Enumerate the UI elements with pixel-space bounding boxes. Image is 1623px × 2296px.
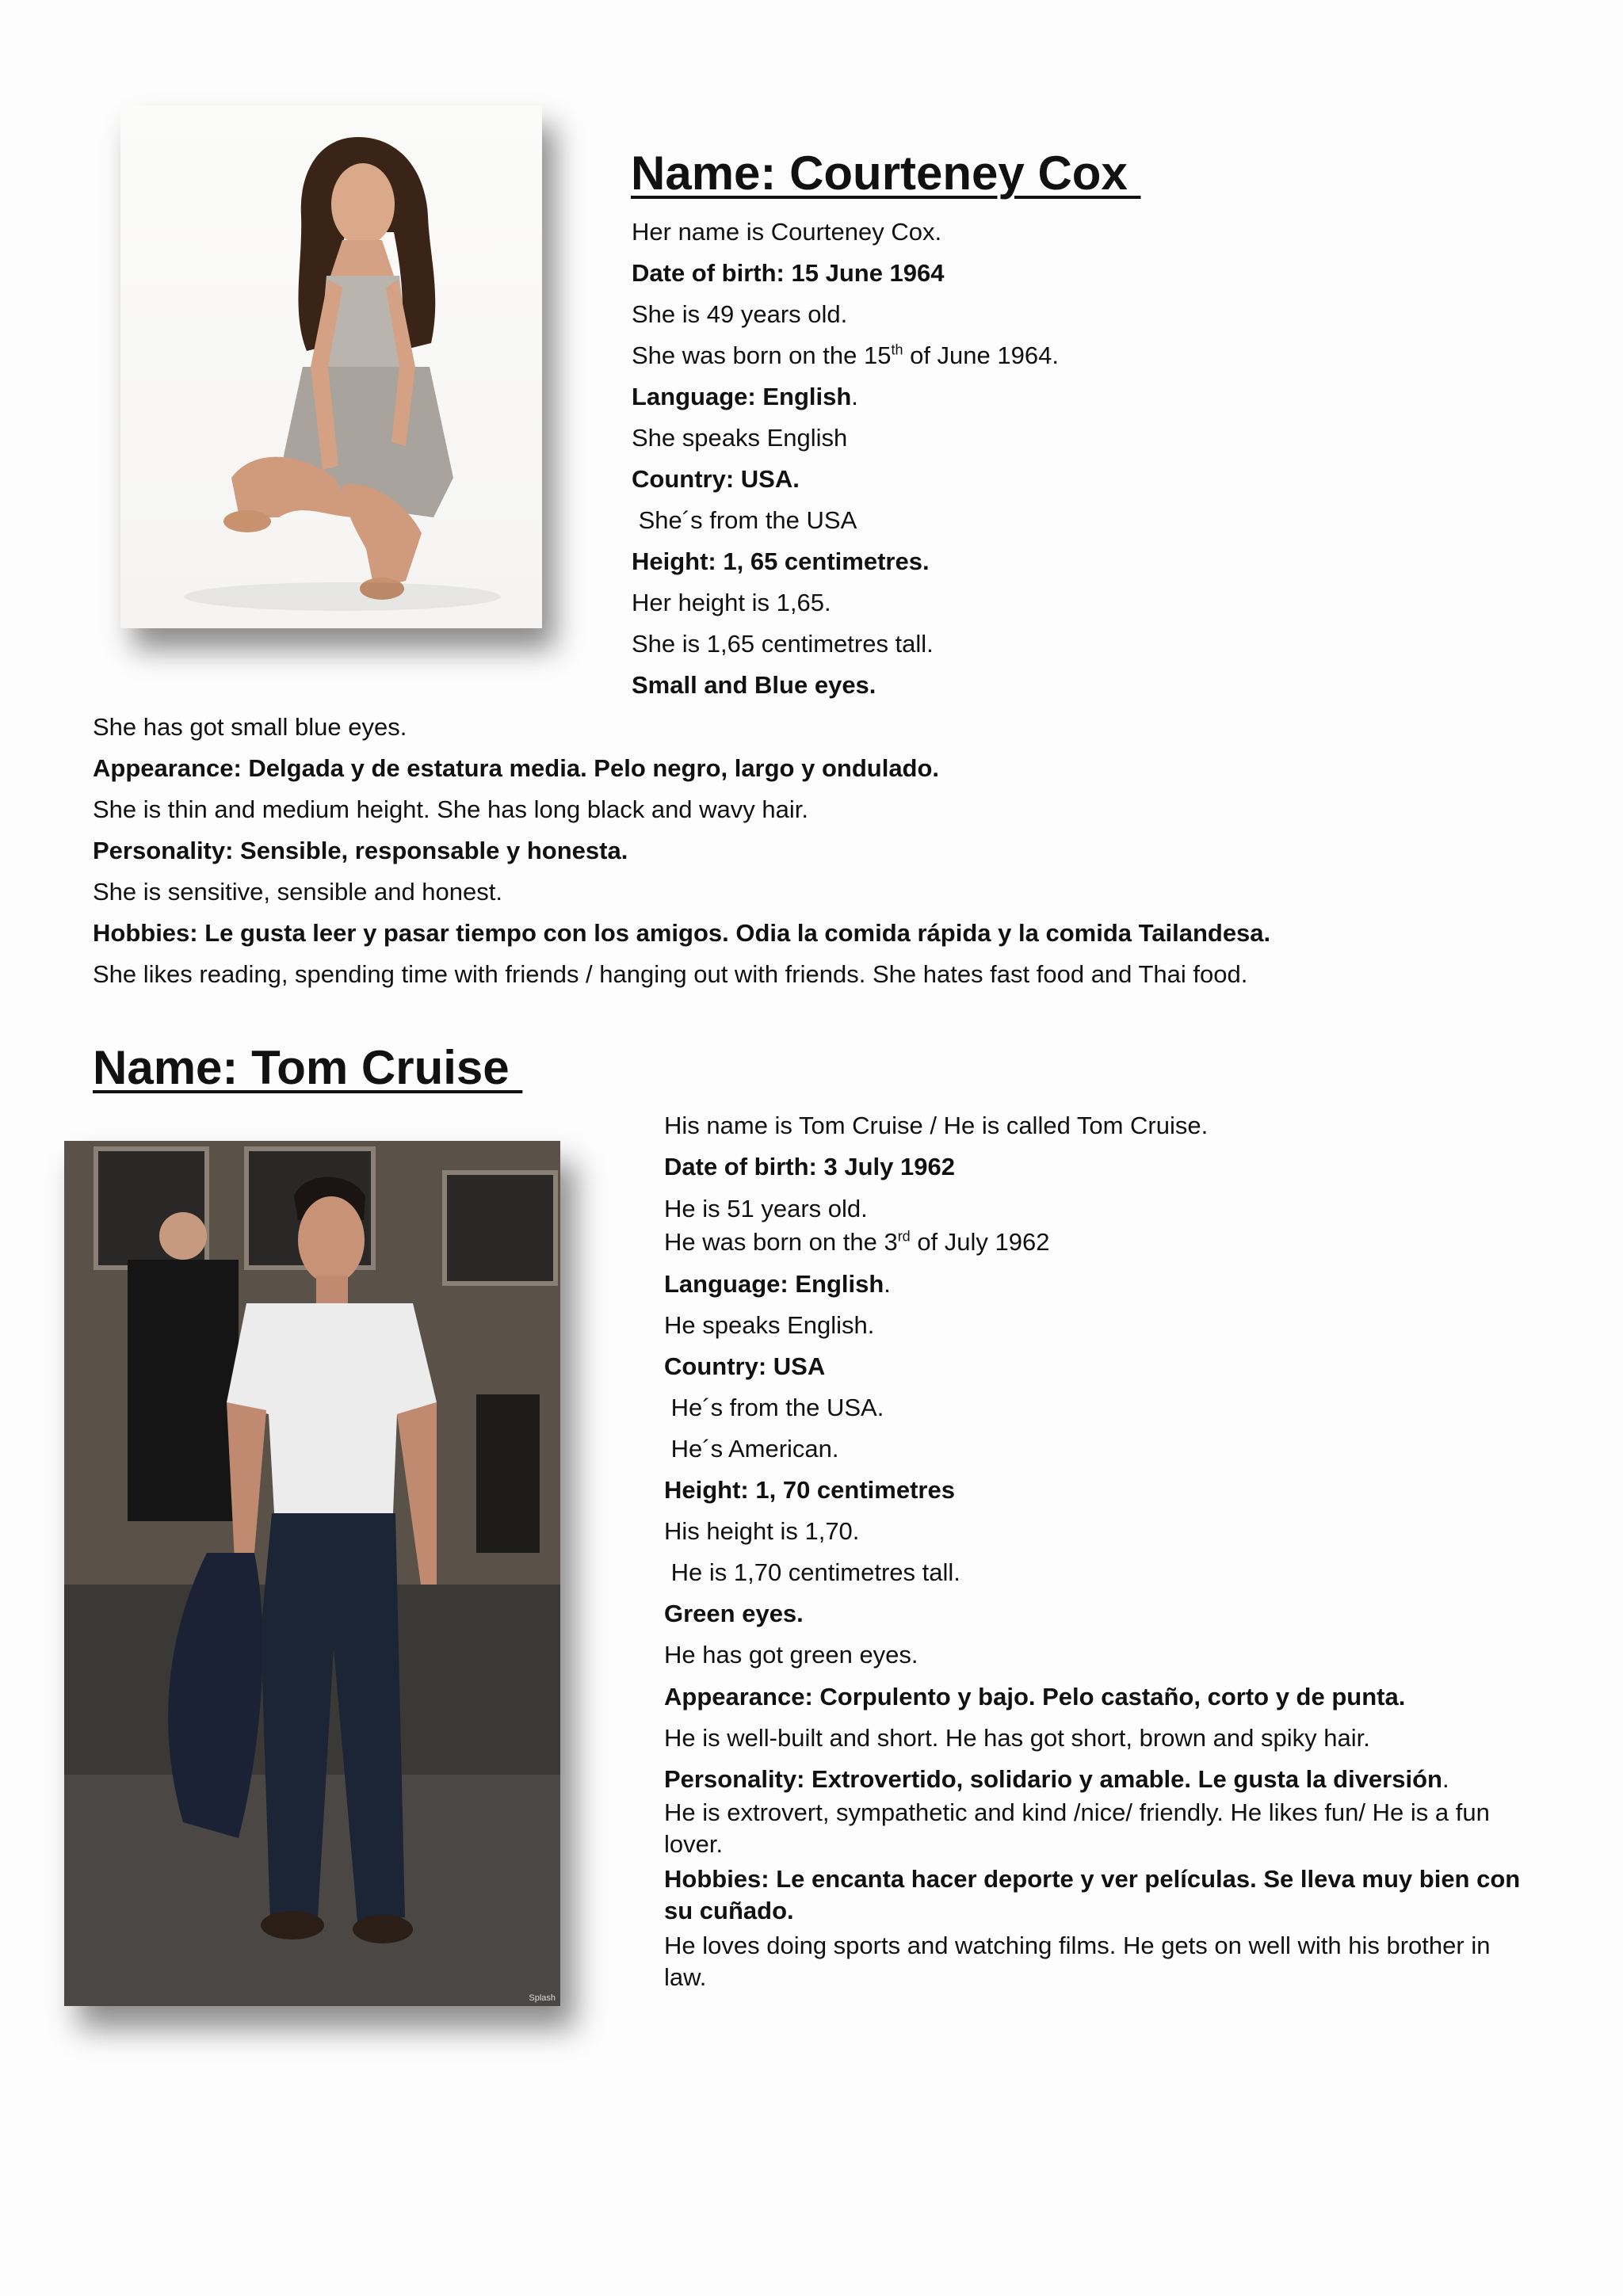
person2-language-dot: . [884, 1270, 891, 1298]
person2-height2: He is 1,70 centimetres tall. [664, 1558, 960, 1586]
person1-personality-label: Personality: Sensible, responsable y honesta. [93, 837, 628, 864]
person2-born-prefix: He was born on the 3 [664, 1228, 898, 1256]
person2-name-sentence: His name is Tom Cruise / He is called Tom Cruise. [664, 1112, 1209, 1139]
person2-eyes: He has got green eyes. [664, 1641, 918, 1669]
courteney-cox-photo [120, 105, 542, 628]
person2-born [664, 1226, 1050, 1258]
person2-personality: He is extrovert, sympathetic and kind /nice/ friendly. He likes fun/ He is a fun lover. [664, 1798, 1490, 1858]
person1-appearance: She is thin and medium height. She has long black and wavy hair. [93, 795, 808, 823]
person1-language-dot: . [851, 383, 858, 410]
person2-height1: His height is 1,70. [664, 1517, 860, 1545]
person2-born-sup: rd [897, 1228, 911, 1245]
person1-personality: She is sensitive, sensible and honest. [93, 878, 502, 906]
person1-language [632, 381, 858, 413]
person1-hobbies-label: Hobbies: Le gusta leer y pasar tiempo con los amigos. Odia la comida rápida y la comida Tailandesa. [93, 919, 1271, 947]
person1-born [632, 340, 1059, 372]
person1-height2: She is 1,65 centimetres tall. [632, 630, 934, 658]
person1-hobbies: She likes reading, spending time with friends / hanging out with friends. She hates fast food and Thai food. [93, 960, 1248, 988]
person2-appearance-label: Appearance: Corpulento y bajo. Pelo castaño, corto y de punta. [664, 1683, 1406, 1711]
person2-american: He´s American. [664, 1435, 839, 1463]
photo-watermark: Splash [529, 1993, 556, 2003]
person1-age: She is 49 years old. [632, 300, 848, 328]
person2-personality-label: Personality: Extrovertido, solidario y amable. Le gusta la diversión [664, 1765, 1442, 1793]
person2-speaks: He speaks English. [664, 1311, 875, 1339]
person1-height1: Her height is 1,65. [632, 589, 831, 616]
person2-born-suffix: of July 1962 [910, 1228, 1050, 1256]
person1-speaks: She speaks English [632, 424, 848, 452]
person1-born-sup: th [891, 341, 903, 358]
person2-height-label: Height: 1, 70 centimetres [664, 1476, 955, 1504]
person2-hobbies-label: Hobbies: Le encanta hacer deporte y ver películas. Se lleva muy bien con su cuñado. [664, 1865, 1521, 1924]
person2-eyes-label: Green eyes. [664, 1600, 804, 1627]
person1-born-prefix: She was born on the 15 [632, 341, 892, 369]
tom-cruise-photo [64, 1141, 560, 2006]
tom-cruise-photo-scene [64, 1141, 560, 2006]
person1-dob-label: Date of birth: 15 June 1964 [632, 259, 945, 287]
person2-language-label: Language: English [664, 1270, 884, 1298]
person1-appearance-label: Appearance: Delgada y de estatura media. Pelo negro, largo y ondulado. [93, 754, 940, 782]
person2-age: He is 51 years old. [664, 1195, 868, 1222]
person2-hobbies: He loves doing sports and watching films. He gets on well with his brother in law. [664, 1932, 1491, 1991]
person1-eyes-label: Small and Blue eyes. [632, 671, 876, 699]
person1-height-label: Height: 1, 65 centimetres. [632, 547, 930, 575]
person2-personality-row [664, 1764, 1449, 1795]
courteney-cox-photo-figure [120, 105, 542, 628]
person1-eyes: She has got small blue eyes. [93, 713, 407, 741]
person1-language-label: Language: English [632, 383, 852, 410]
person2-country-label: Country: USA [664, 1352, 826, 1380]
person1-from: She´s from the USA [632, 506, 857, 534]
person2-appearance: He is well-built and short. He has got short, brown and spiky hair. [664, 1724, 1370, 1752]
person1-country-label: Country: USA. [632, 465, 800, 493]
person1-name-heading: Name: Courteney Cox [631, 147, 1141, 200]
person2-from: He´s from the USA. [664, 1394, 884, 1421]
person1-name-sentence: Her name is Courteney Cox. [632, 218, 942, 246]
person2-language [664, 1268, 891, 1300]
person2-dob-label: Date of birth: 3 July 1962 [664, 1153, 955, 1180]
person1-born-suffix: of June 1964. [903, 341, 1059, 369]
person2-name-heading: Name: Tom Cruise [93, 1041, 523, 1094]
person2-personality-dot: . [1442, 1765, 1449, 1793]
